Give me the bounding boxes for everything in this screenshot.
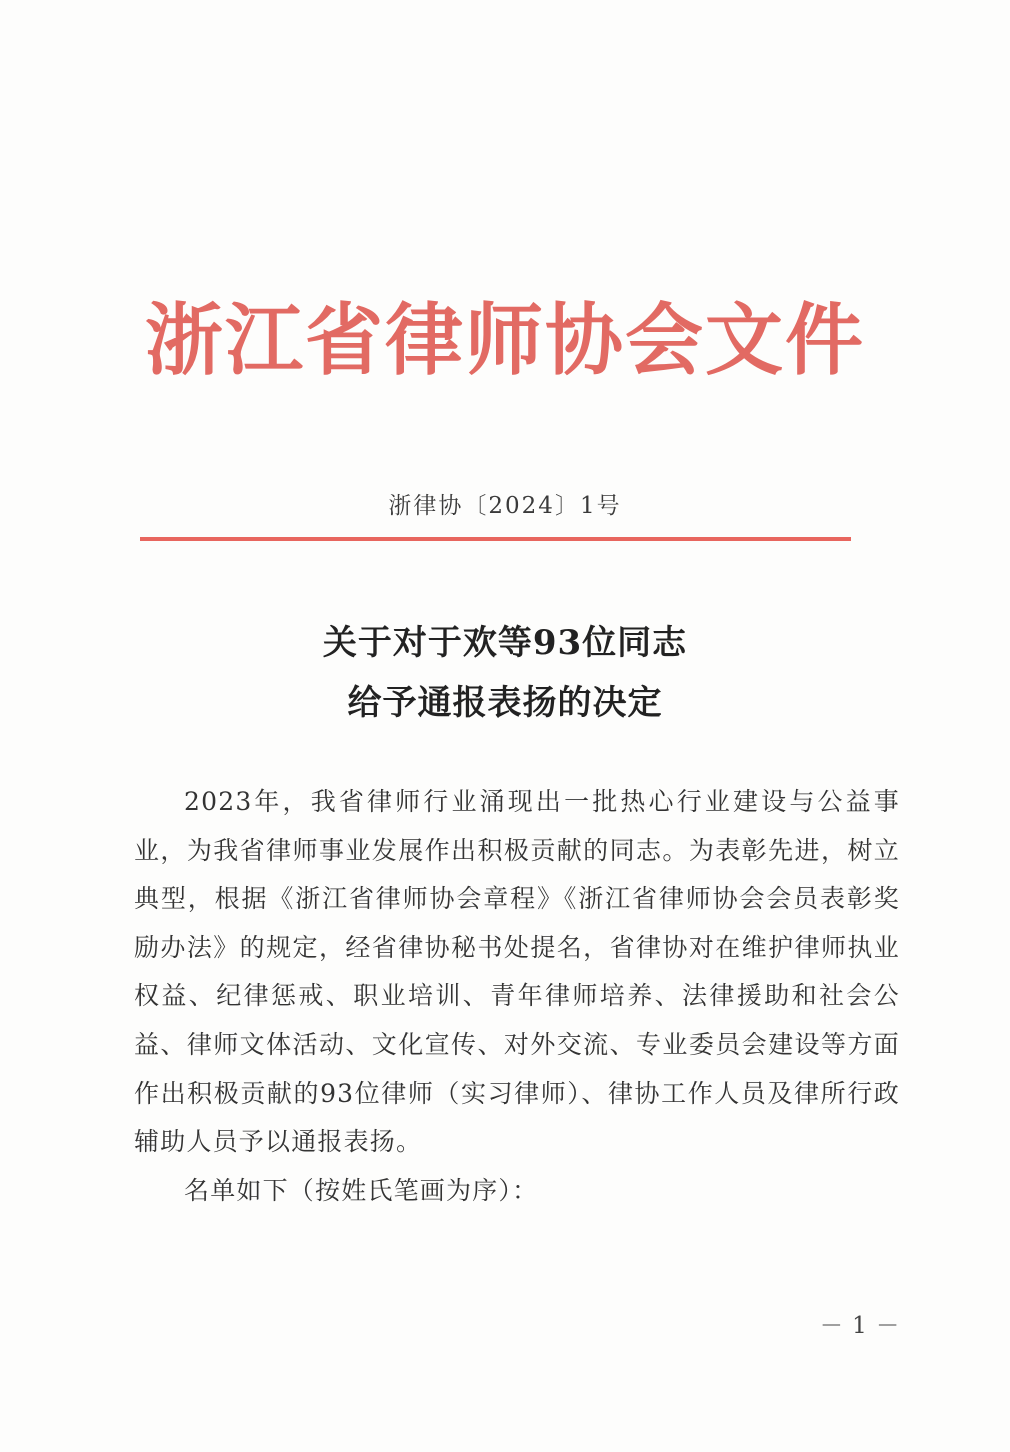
body-paragraph: 2023年，我省律师行业涌现出一批热心行业建设与公益事业，为我省律师事业发展作出积极贡献的同志。为表彰先进，树立典型，根据《浙江省律师协会章程》《浙江省律师协会会员表彰奖励办法》的规定，经省律协秘书处提名，省律协对在维护律师执业权益、纪律惩戒、职业培训、青年律师培养、法律援助和社会公益、律师文体活动、文化宣传、对外交流、专业委员会建设等方面作出积极贡献的93位律师（实习律师）、律协工作人员及律所行政辅助人员予以通报表扬。 — [134, 787, 900, 1157]
red-separator-line — [140, 537, 851, 541]
issuer-header-title: 浙江省律师协会文件 — [144, 295, 865, 386]
document-number: 浙律协〔2024〕1号 — [388, 493, 622, 519]
document-title-line-2: 给予通报表扬的决定 — [347, 683, 663, 723]
page-number: － 1 － — [819, 1313, 901, 1339]
list-intro-text: 名单如下（按姓氏笔画为序）： — [184, 1176, 539, 1205]
document-title-line-1: 关于对于欢等93位同志 — [322, 623, 688, 663]
